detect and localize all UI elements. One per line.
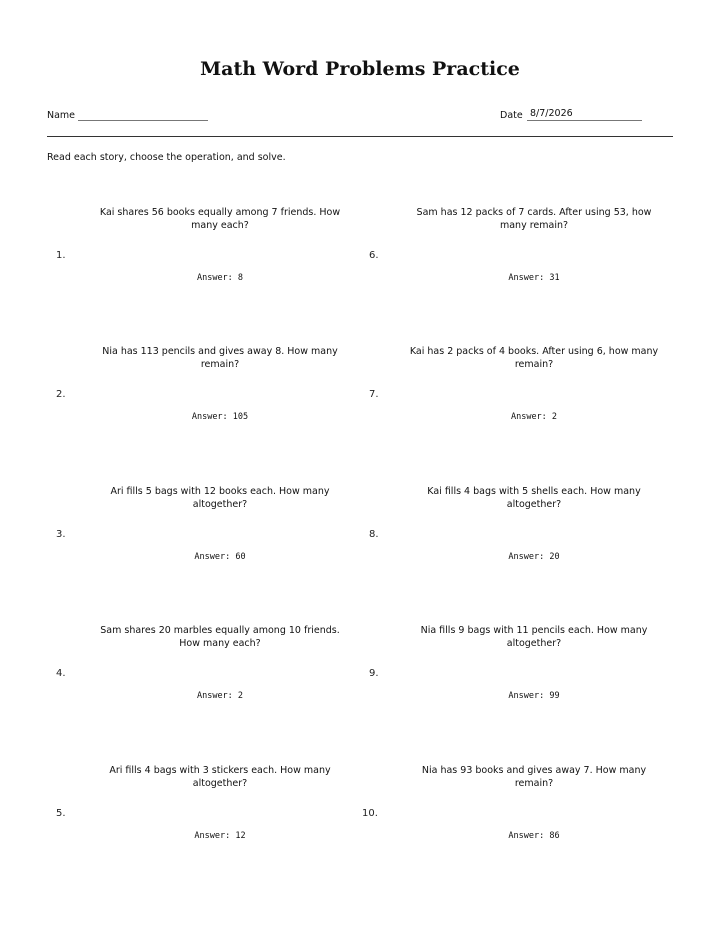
problem-item bbox=[50, 206, 380, 296]
problem-answer: Answer: 12 bbox=[194, 831, 246, 841]
problem-number: 2. bbox=[56, 389, 66, 400]
date-value: 8/7/2026 bbox=[530, 108, 573, 119]
instructions: Read each story, choose the operation, and solve. bbox=[47, 152, 286, 163]
problem-number: 7. bbox=[369, 389, 379, 400]
problem-number: 4. bbox=[56, 668, 66, 679]
problem-story: Ari fills 4 bags with 3 stickers each. How many altogether? bbox=[109, 765, 331, 789]
problem-number: 10. bbox=[362, 808, 378, 819]
problem-story: Sam shares 20 marbles equally among 10 friends. How many each? bbox=[100, 625, 340, 649]
problem-number: 5. bbox=[56, 808, 66, 819]
problem-item bbox=[364, 624, 694, 714]
problem-story: Sam has 12 packs of 7 cards. After using 53, how many remain? bbox=[416, 207, 652, 231]
problem-answer: Answer: 60 bbox=[194, 552, 246, 562]
problem-item bbox=[364, 764, 694, 854]
name-label: Name bbox=[47, 110, 76, 121]
problem-number: 6. bbox=[369, 250, 379, 261]
problem-answer: Answer: 2 bbox=[196, 691, 244, 701]
problem-item bbox=[364, 345, 694, 435]
problem-answer: Answer: 105 bbox=[191, 412, 249, 422]
problem-answer: Answer: 31 bbox=[508, 273, 560, 283]
date-label: Date bbox=[500, 110, 523, 121]
problem-story: Kai shares 56 books equally among 7 friends. How many each? bbox=[99, 207, 341, 231]
date-field[interactable] bbox=[527, 120, 642, 121]
header-divider bbox=[47, 136, 673, 137]
problem-item bbox=[50, 345, 380, 435]
problem-number: 3. bbox=[56, 529, 66, 540]
problem-item bbox=[50, 764, 380, 854]
problem-answer: Answer: 20 bbox=[508, 552, 560, 562]
problem-number: 1. bbox=[56, 250, 66, 261]
problem-number: 9. bbox=[369, 668, 379, 679]
problem-item bbox=[364, 485, 694, 575]
problem-story: Kai has 2 packs of 4 books. After using 6, how many remain? bbox=[409, 346, 659, 370]
problem-story: Nia fills 9 bags with 11 pencils each. How many altogether? bbox=[420, 625, 648, 649]
name-field[interactable] bbox=[78, 120, 208, 121]
problem-answer: Answer: 99 bbox=[508, 691, 560, 701]
problem-answer: Answer: 2 bbox=[510, 412, 558, 422]
problem-item bbox=[50, 485, 380, 575]
problem-story: Nia has 113 pencils and gives away 8. How many remain? bbox=[102, 346, 338, 370]
page-title: Math Word Problems Practice bbox=[200, 58, 520, 80]
problem-item bbox=[50, 624, 380, 714]
problem-story: Kai fills 4 bags with 5 shells each. How many altogether? bbox=[427, 486, 641, 510]
problem-item bbox=[364, 206, 694, 296]
problem-story: Nia has 93 books and gives away 7. How many remain? bbox=[421, 765, 647, 789]
problem-story: Ari fills 5 bags with 12 books each. How many altogether? bbox=[110, 486, 330, 510]
problem-answer: Answer: 8 bbox=[196, 273, 244, 283]
problem-answer: Answer: 86 bbox=[508, 831, 560, 841]
problem-number: 8. bbox=[369, 529, 379, 540]
